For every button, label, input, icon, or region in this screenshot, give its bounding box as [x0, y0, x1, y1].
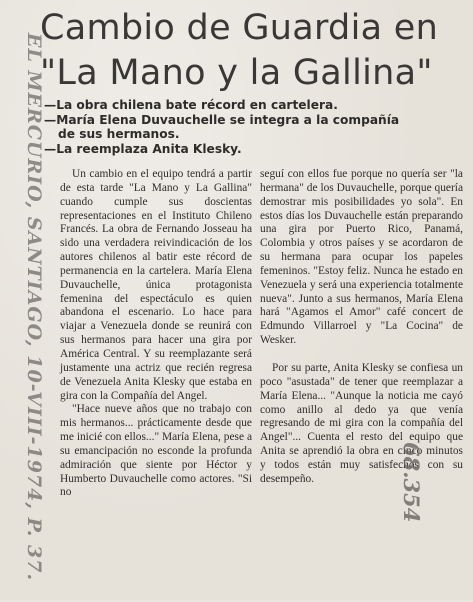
article-column-2	[260, 168, 463, 487]
column-1-paragraph-1: Un cambio en el equipo tendrá a partir de esta tarde "La Mano y La Gallina" cuando cumple sus doscientas representaciones en el Instituto Chileno Francés. La obra de Fernando Josseau ha sido una verdadera reivindicación de los autores chilenos al batir este récord de permanencia en la cartelera. María Elena Duvauchelle, única protagonista femenina del espectáculo es quien abandona el escenario. Lo hace para viajar a Venezuela donde se reunirá con sus hermanos para hacer una gira por América Central. Y su reemplazante será justamente una actriz que recién regresa de Venezuela Anita Klesky que estaba en gira con la Compañía del Angel.	[60, 168, 252, 402]
bullet-3: de sus hermanos.	[58, 127, 180, 142]
bullet-1: —La obra chilena bate récord en cartelera.	[44, 98, 338, 112]
subheadline-bullets	[44, 98, 464, 156]
headline-line-1: Cambio de Guardia en	[40, 8, 439, 48]
headline-line-2: "La Mano y la Gallina"	[40, 53, 433, 93]
column-2-paragraph-2: Por su parte, Anita Klesky se confiesa un poco "asustada" de tener que reemplazar a María Elena... "Aunque la noticia me cayó como anillo al dedo ya que venía regresando de mi gira con la compañía del Angel"... Cuenta el resto del equipo que Anita se aprendió la obra en cinco minutos y todos están muy satisfechos con su desempeño.	[260, 361, 463, 485]
article-column-1	[60, 168, 252, 500]
archive-stamp: EL MERCURIO, SANTIAGO, 10-VIII-1974, P. 37.	[23, 33, 45, 582]
bullet-4: —La reemplaza Anita Klesky.	[44, 141, 242, 156]
column-1-paragraph-2: "Hace nueve años que no trabajo con mis hermanos... prácticamente desde que me inicié con ellos..." María Elena, pese a su emancipación no esconde la profunda admiración que siente por Héctor y Humberto Duvauchelle como actores. "Si no	[60, 403, 252, 499]
handwritten-catalog-number: 68.354	[399, 442, 424, 523]
bullet-2: —María Elena Duvauchelle se integra a la compañía	[44, 112, 400, 127]
column-2-paragraph-1: seguí con ellos fue porque no quería ser "la hermana" de los Duvauchelle, porque quería demostrar mis posibilidades yo sola". En estos días los Duvauchelle están preparando una gira por Puerto Rico, Panamá, Colombia y otros países y se acordaron de su hermana para ocupar los papeles femeninos. "Estoy feliz. Nunca he estado en Venezuela y será una experiencia totalmente nueva". Junto a sus hermanos, María Elena hará "Agamos el Amor" café concert de Edmundo Villarroel y "La Cocina" de Wesker.	[260, 168, 463, 347]
headline	[40, 6, 470, 96]
